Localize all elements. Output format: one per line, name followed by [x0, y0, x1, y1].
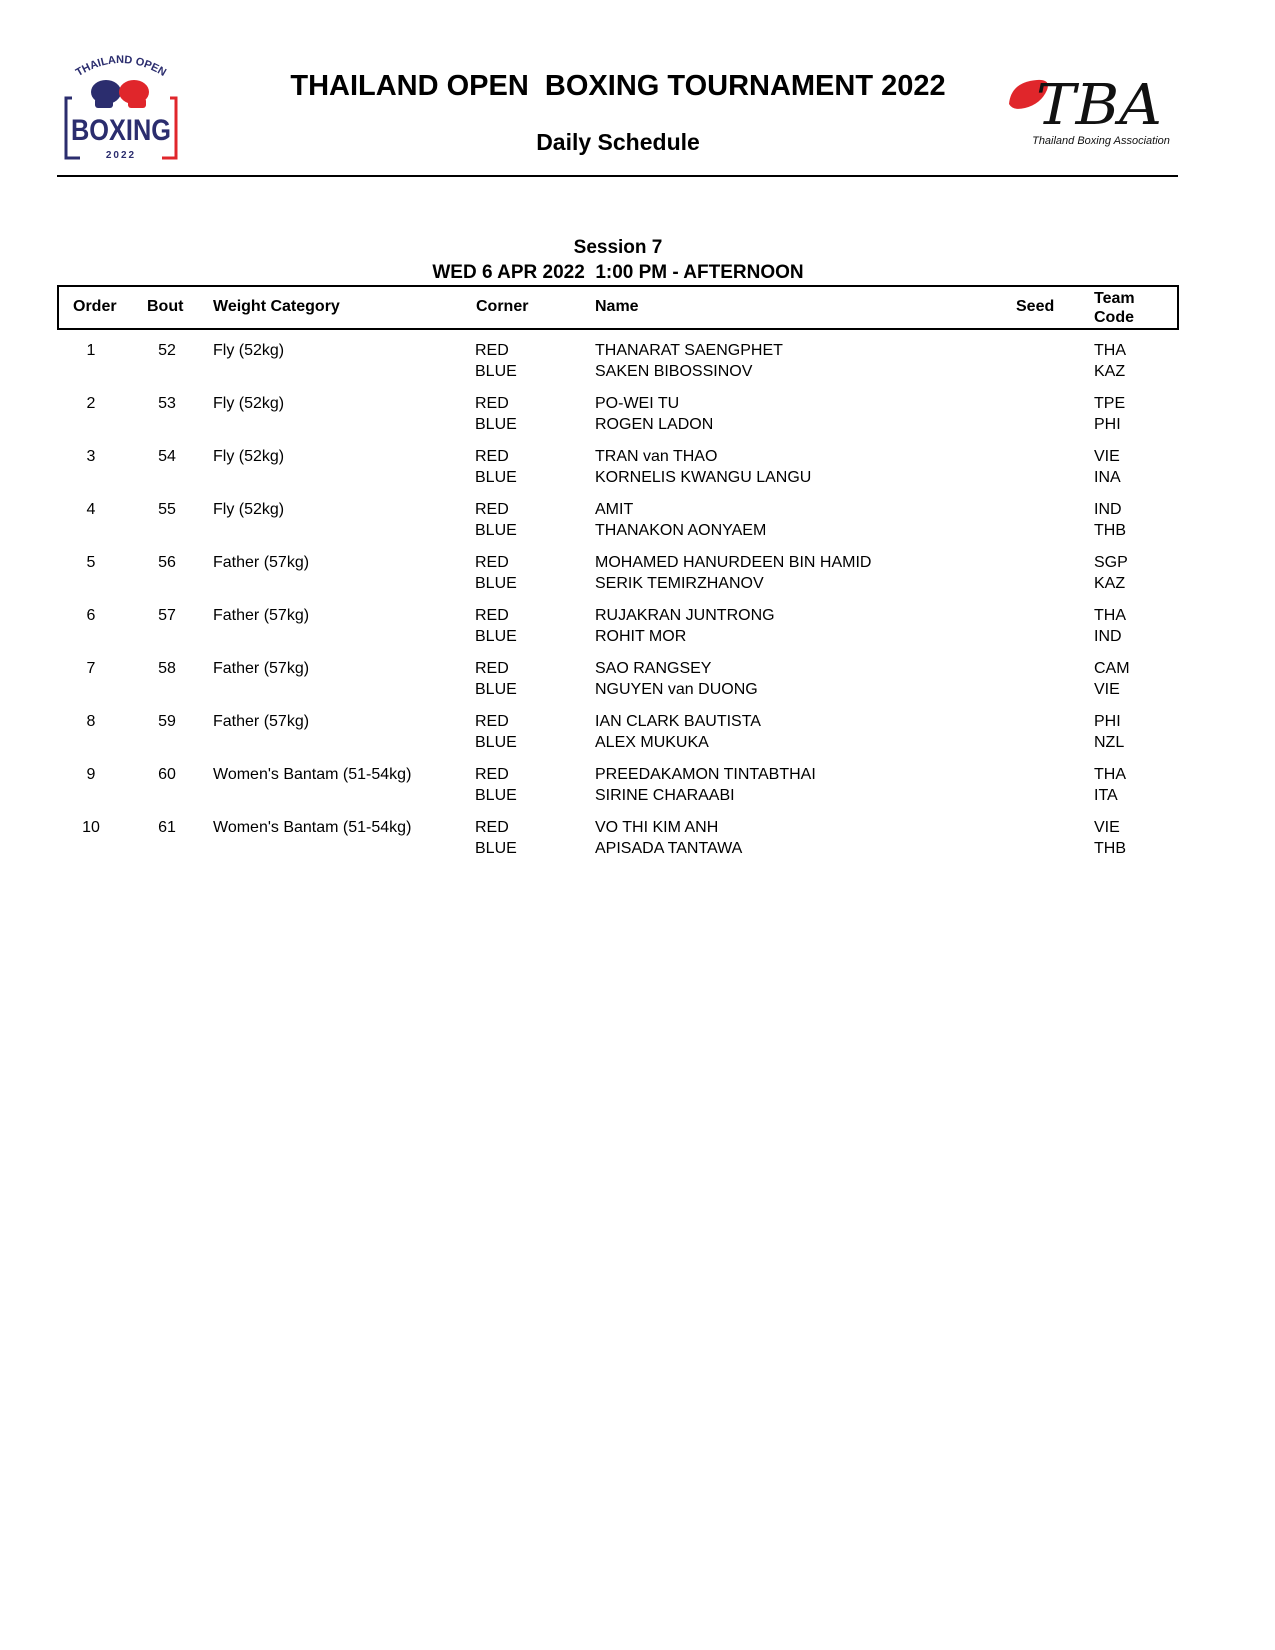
blue-boxer-name: SERIK TEMIRZHANOV: [595, 575, 764, 592]
bout-number: 54: [158, 448, 176, 465]
blue-corner-label: BLUE: [475, 416, 517, 433]
blue-corner-label: BLUE: [475, 628, 517, 645]
bout-number: 52: [158, 342, 176, 359]
red-boxer-name: SAO RANGSEY: [595, 660, 712, 677]
bout-order: 4: [86, 501, 96, 518]
weight-category: Women's Bantam (51-54kg): [213, 819, 412, 836]
table-row: [57, 552, 1178, 605]
col-header-team-line2: Code: [1094, 309, 1134, 326]
logo-year-text: 2022: [105, 150, 137, 161]
weight-category: Father (57kg): [213, 660, 310, 677]
bout-order: 1: [86, 342, 96, 359]
table-row: [57, 711, 1178, 764]
red-team-code: PHI: [1094, 713, 1121, 730]
blue-team-code: INA: [1094, 469, 1121, 486]
red-corner-label: RED: [475, 660, 509, 677]
col-header-weight-category: Weight Category: [213, 298, 340, 315]
blue-team-code: IND: [1094, 628, 1122, 645]
red-boxer-name: VO THI KIM ANH: [595, 819, 719, 836]
weight-category: Fly (52kg): [213, 448, 285, 465]
logo-main-text: BOXING: [71, 114, 171, 147]
red-corner-label: RED: [475, 342, 509, 359]
col-header-order: Order: [73, 298, 117, 315]
blue-boxer-name: ROHIT MOR: [595, 628, 687, 645]
document-subtitle: Daily Schedule: [536, 129, 700, 155]
blue-corner-label: BLUE: [475, 734, 517, 751]
table-row: [57, 499, 1178, 552]
tba-logo: [1003, 68, 1173, 154]
blue-team-code: ITA: [1094, 787, 1118, 804]
bout-order: 6: [86, 607, 96, 624]
col-header-team-line1: Team: [1094, 290, 1135, 307]
blue-boxer-name: ALEX MUKUKA: [595, 734, 709, 751]
blue-boxer-name: APISADA TANTAWA: [595, 840, 743, 857]
red-team-code: TPE: [1094, 395, 1126, 412]
blue-boxer-name: ROGEN LADON: [595, 416, 714, 433]
bout-number: 58: [158, 660, 176, 677]
schedule-table-body: [57, 340, 1178, 870]
red-team-code: VIE: [1094, 448, 1120, 465]
red-team-code: THA: [1094, 766, 1126, 783]
red-corner-label: RED: [475, 501, 509, 518]
bout-order: 9: [86, 766, 96, 783]
red-boxer-name: MOHAMED HANURDEEN BIN HAMID: [595, 554, 872, 571]
logo-top-text: THAILAND OPEN: [73, 53, 169, 79]
red-team-code: VIE: [1094, 819, 1120, 836]
bout-order: 8: [86, 713, 96, 730]
blue-corner-label: BLUE: [475, 681, 517, 698]
weight-category: Fly (52kg): [213, 395, 285, 412]
document-title: THAILAND OPEN BOXING TOURNAMENT 2022: [290, 70, 946, 102]
blue-corner-label: BLUE: [475, 575, 517, 592]
bout-number: 60: [158, 766, 176, 783]
blue-team-code: THB: [1094, 840, 1126, 857]
blue-team-code: KAZ: [1094, 575, 1126, 592]
blue-team-code: PHI: [1094, 416, 1121, 433]
weight-category: Father (57kg): [213, 713, 310, 730]
bout-number: 59: [158, 713, 176, 730]
red-corner-label: RED: [475, 448, 509, 465]
bout-order: 3: [86, 448, 96, 465]
col-header-corner: Corner: [476, 298, 529, 315]
blue-team-code: VIE: [1094, 681, 1120, 698]
weight-category: Fly (52kg): [213, 342, 285, 359]
blue-team-code: NZL: [1094, 734, 1125, 751]
red-boxer-name: AMIT: [595, 501, 634, 518]
session-name: Session 7: [573, 237, 663, 258]
col-header-team-code: [1094, 289, 1135, 327]
red-boxer-name: IAN CLARK BAUTISTA: [595, 713, 761, 730]
table-row: [57, 605, 1178, 658]
bout-order: 2: [86, 395, 96, 412]
red-boxer-name: PREEDAKAMON TINTABTHAI: [595, 766, 816, 783]
blue-team-code: THB: [1094, 522, 1126, 539]
col-header-bout: Bout: [147, 298, 184, 315]
blue-boxer-name: NGUYEN van DUONG: [595, 681, 758, 698]
bout-number: 57: [158, 607, 176, 624]
bout-number: 61: [158, 819, 176, 836]
blue-corner-label: BLUE: [475, 469, 517, 486]
red-team-code: THA: [1094, 342, 1126, 359]
blue-corner-label: BLUE: [475, 363, 517, 380]
blue-boxer-name: SAKEN BIBOSSINOV: [595, 363, 753, 380]
red-team-code: SGP: [1094, 554, 1128, 571]
col-header-name: Name: [595, 298, 639, 315]
red-corner-label: RED: [475, 554, 509, 571]
bout-number: 53: [158, 395, 176, 412]
red-corner-label: RED: [475, 766, 509, 783]
red-corner-label: RED: [475, 395, 509, 412]
blue-team-code: KAZ: [1094, 363, 1126, 380]
red-boxer-name: THANARAT SAENGPHET: [595, 342, 783, 359]
bout-order: 5: [86, 554, 96, 571]
session-datetime: WED 6 APR 2022 1:00 PM - AFTERNOON: [432, 262, 804, 283]
tba-logo-text: TBA: [1036, 73, 1162, 138]
table-row: [57, 393, 1178, 446]
weight-category: Father (57kg): [213, 554, 310, 571]
blue-boxer-name: SIRINE CHARAABI: [595, 787, 735, 804]
bout-order: 7: [86, 660, 96, 677]
bout-number: 56: [158, 554, 176, 571]
col-header-seed: Seed: [1016, 298, 1055, 315]
red-team-code: THA: [1094, 607, 1126, 624]
blue-boxer-name: THANAKON AONYAEM: [595, 522, 767, 539]
bout-number: 55: [158, 501, 176, 518]
blue-corner-label: BLUE: [475, 522, 517, 539]
red-corner-label: RED: [475, 607, 509, 624]
blue-corner-label: BLUE: [475, 840, 517, 857]
table-row: [57, 817, 1178, 870]
table-row: [57, 764, 1178, 817]
red-boxer-name: RUJAKRAN JUNTRONG: [595, 607, 775, 624]
bout-order: 10: [82, 819, 100, 836]
blue-corner-label: BLUE: [475, 787, 517, 804]
red-corner-label: RED: [475, 819, 509, 836]
weight-category: Fly (52kg): [213, 501, 285, 518]
red-team-code: IND: [1094, 501, 1122, 518]
table-row: [57, 658, 1178, 711]
tba-logo-subtext: Thailand Boxing Association: [1032, 135, 1170, 147]
red-boxer-name: PO-WEI TU: [595, 395, 680, 412]
weight-category: Women's Bantam (51-54kg): [213, 766, 412, 783]
table-row: [57, 446, 1178, 499]
red-corner-label: RED: [475, 713, 509, 730]
table-header: [57, 285, 1179, 330]
red-team-code: CAM: [1094, 660, 1130, 677]
red-boxer-name: TRAN van THAO: [595, 448, 718, 465]
weight-category: Father (57kg): [213, 607, 310, 624]
blue-boxer-name: KORNELIS KWANGU LANGU: [595, 469, 812, 486]
table-row: [57, 340, 1178, 393]
header-divider: [57, 175, 1178, 177]
